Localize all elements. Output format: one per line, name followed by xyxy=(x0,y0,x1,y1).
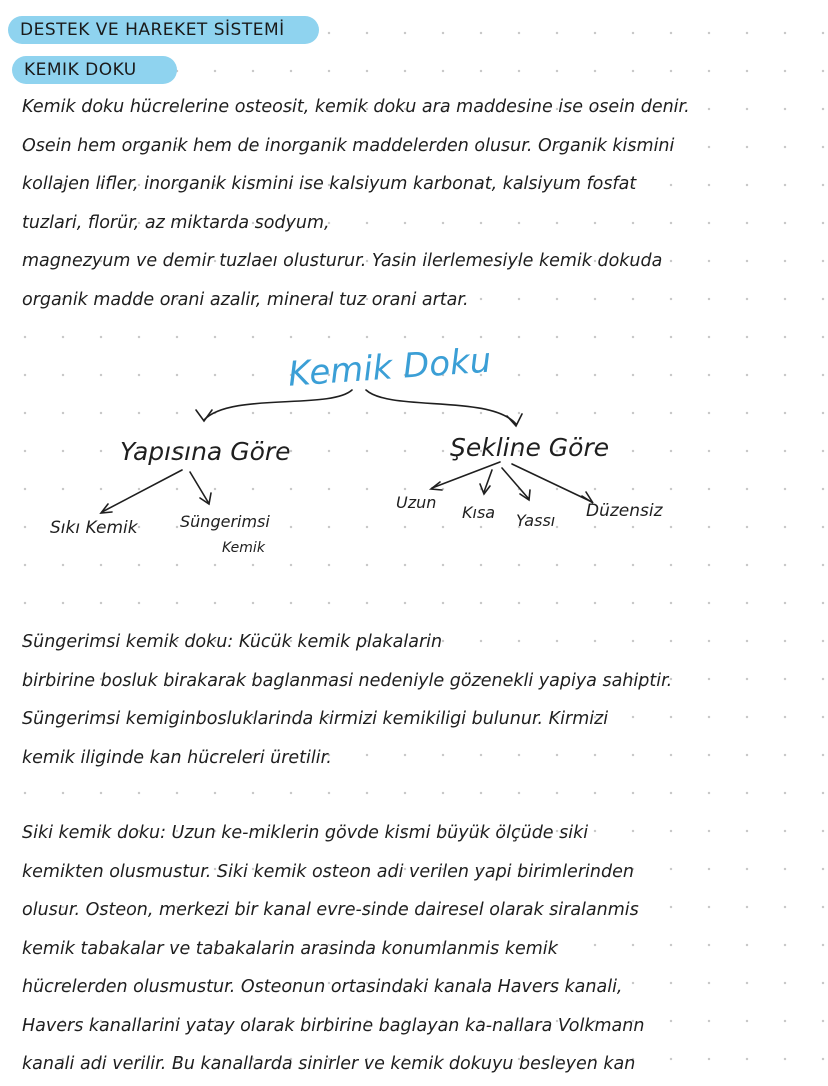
arrow-to-spongy xyxy=(190,472,208,502)
flat-bone-label: Yassı xyxy=(516,511,556,530)
text-line: kemik iliginde kan hücreleri üretilir. xyxy=(22,747,332,768)
text-line: kollajen lifler, inorganik kismini ise kalsiyum karbonat, kalsiyum fosfat xyxy=(22,174,637,194)
text-line: magnezyum ve demir tuzlaeı olusturur. Yasin ilerlemesiyle kemik dokuda xyxy=(22,251,663,271)
text-line: hücrelerden olusmustur. Osteonun ortasindaki kanala Havers kanali, xyxy=(22,977,623,997)
text-line: olusur. Osteon, merkezi bir kanal evre-sinde dairesel olarak siralanmis xyxy=(22,900,639,920)
arrow-to-right-branch xyxy=(366,390,516,424)
spongy-label: Süngerimsi xyxy=(180,512,270,531)
text-line: tuzlari, florür, az miktarda sodyum, xyxy=(22,212,330,233)
text-line: Osein hem organik hem de inorganik maddelerden olusur. Organik kismini xyxy=(22,135,675,156)
bone-tissue-diagram xyxy=(0,320,828,570)
short-bone-label: Kısa xyxy=(462,503,496,522)
compact-bone-label: Sıkı Kemik xyxy=(50,518,138,538)
text-line: kemikten olusmustur. Siki kemik osteon adi verilen yapi birimlerinden xyxy=(22,861,634,882)
spongy-bone-label: Kemik xyxy=(222,540,265,556)
text-line: organik madde orani azalir, mineral tuz orani artar. xyxy=(22,289,469,310)
arrow-to-left-branch xyxy=(204,390,352,420)
text-line: Siki kemik doku: Uzun ke-miklerin gövde kismi büyük ölçüde siki xyxy=(22,823,589,843)
text-line: birbirine bosluk birakarak baglanmasi nedeniyle gözenekli yapiya sahiptir. xyxy=(22,670,673,691)
text-line: Havers kanallarini yatay olarak birbirine baglayan ka-nallara Volkmann xyxy=(22,1015,645,1036)
text-line: kemik tabakalar ve tabakalarin arasinda konumlanmis kemik xyxy=(22,938,558,959)
branch-shape: Şekline Göre xyxy=(450,433,610,462)
long-bone-label: Uzun xyxy=(396,493,437,512)
arrow-to-flat xyxy=(502,468,528,498)
diagram-title: Kemik Doku xyxy=(286,340,493,395)
main-heading: DESTEK VE HAREKET SİSTEMİ xyxy=(8,16,319,44)
branch-structure: Yapısına Göre xyxy=(120,437,291,466)
compact-bone-paragraph xyxy=(22,814,812,1084)
text-line: Kemik doku hücrelerine osteosit, kemik doku ara maddesine ise osein denir. xyxy=(22,97,690,117)
intro-paragraph xyxy=(22,88,812,319)
text-line: kanali adi verilir. Bu kanallarda sinirler ve kemik dokuyu besleyen kan xyxy=(22,1054,636,1074)
text-line: Süngerimsi kemiginbosluklarinda kirmizi kemikiligi bulunur. Kirmizi xyxy=(22,709,609,729)
spongy-bone-paragraph xyxy=(22,623,812,777)
arrowhead xyxy=(507,414,522,426)
irregular-bone-label: Düzensiz xyxy=(586,501,663,521)
section-heading: KEMIK DOKU xyxy=(12,56,177,84)
arrow-to-compact xyxy=(102,470,182,512)
text-line: Süngerimsi kemik doku: Kücük kemik plakalarin xyxy=(22,632,443,652)
